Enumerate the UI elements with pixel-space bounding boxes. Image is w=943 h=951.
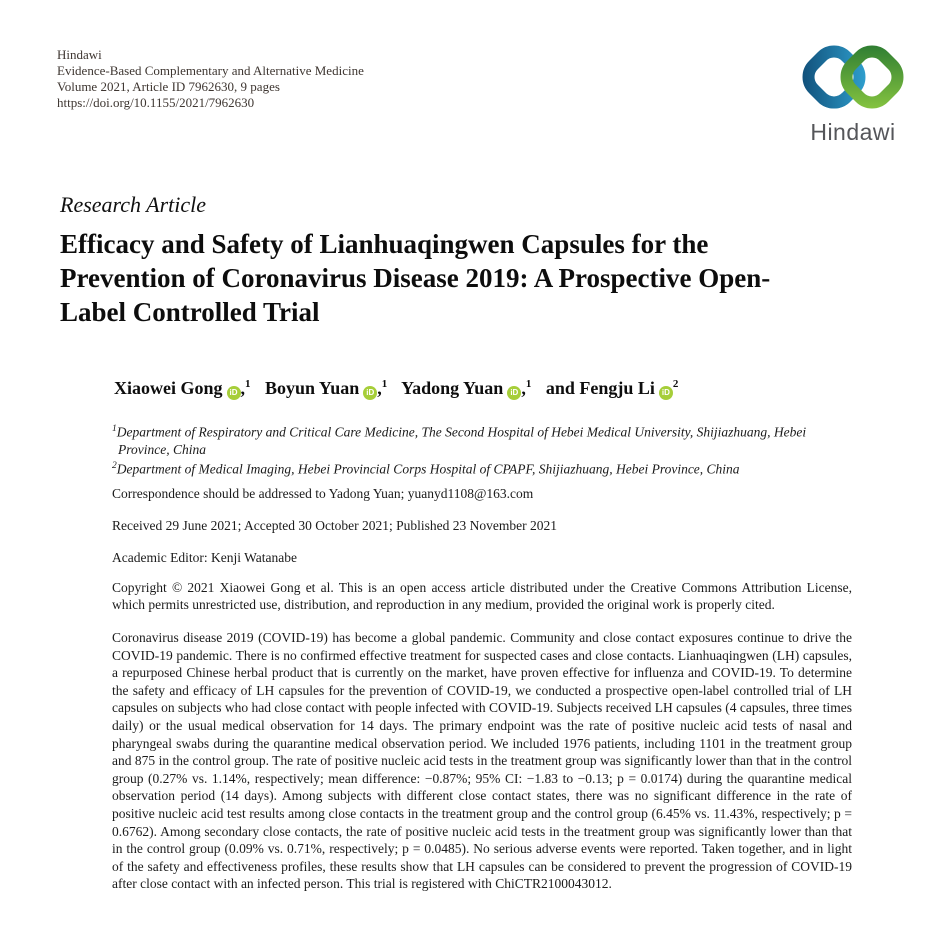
- orcid-icon-label: iD: [366, 388, 375, 397]
- author-superscript: 2: [672, 378, 679, 390]
- abstract-text: Coronavirus disease 2019 (COVID-19) has become a global pandemic. Community and close contact exposures continue to drive the COVID-19 pandemic. There is no confirmed effective treatment for suspected cases and close contacts. Lianhuaqingwen (LH) capsules, a repurposed Chinese herbal product that is currently on the market, have proven effective for influenza and COVID-19. To determine the safety and efficacy of LH capsules for the prevention of COVID-19, we conducted a prospective open-label controlled trial of LH capsules on subjects who had close contact with people infected with COVID-19. Subjects received LH capsules (4 capsules, three times daily) or the usual medical observation for 14 days. The primary endpoint was the rate of positive nucleic acid tests of nasal and pharyngeal swabs during the quarantine medical observation period. We included 1976 patients, including 1101 in the treatment group and 875 in the control group. The rate of positive nucleic acid tests in the treatment group was significantly lower than that in the control group (0.27% vs. 1.14%, respectively; mean difference: −0.87%; 95% CI: −1.83 to −0.13; p = 0.0174) during the quarantine medical observation period (14 days). Among subjects with different close contact states, there was no significant difference in the rate of positive nucleic acid test results among close contacts in the treatment group and the control group (6.45% vs. 11.43%, respectively; p = 0.6762). Among secondary close contacts, the rate of positive nucleic acid tests in the treatment group was significantly lower than that in the control group (0.09% vs. 0.71%, respectively; p = 0.0485). No serious adverse events were reported. Taken together, and in light of the safety and effectiveness profiles, these results show that LH capsules can be considered to prevent the progression of COVID-19 after close contact with an infected person. This trial is registered with ChiCTR2100043012.: [112, 630, 852, 892]
- hindawi-logo: [795, 42, 911, 146]
- affiliation-text: Department of Medical Imaging, Hebei Provincial Corps Hospital of CPAPF, Shijiazhuang, Hebei Province, China: [116, 461, 740, 476]
- article-title: Efficacy and Safety of Lianhuaqingwen Capsules for the Prevention of Coronavirus Disease 2019: A Prospective Open-Label Controlled Trial: [60, 229, 771, 327]
- hindawi-logo-wordmark: Hindawi: [810, 119, 896, 145]
- publisher-name: Hindawi: [57, 47, 102, 62]
- author-separator: ,: [521, 378, 526, 398]
- orcid-icon-label: iD: [661, 388, 670, 397]
- author-name: Yadong Yuan: [401, 378, 504, 398]
- affiliation-item: [112, 421, 854, 458]
- author-superscript: 1: [525, 378, 532, 390]
- copyright-text: Copyright © 2021 Xiaowei Gong et al. This is an open access article distributed under the Creative Commons Attribution License, which permits unrestricted use, distribution, and reproduction in any medium, provided the original work is properly cited.: [112, 580, 852, 613]
- article-type-label: Research Article: [60, 192, 207, 217]
- header-meta: [57, 47, 364, 111]
- author: [546, 378, 679, 398]
- author-name: and Fengju Li: [545, 378, 655, 398]
- author: [265, 378, 387, 398]
- doi-link[interactable]: https://doi.org/10.1155/2021/7962630: [57, 95, 255, 110]
- author-name: Boyun Yuan: [265, 378, 360, 398]
- orcid-icon[interactable]: [659, 386, 673, 400]
- authors-line: [114, 378, 688, 399]
- orcid-icon-label: iD: [229, 388, 238, 397]
- orcid-icon-label: iD: [510, 388, 519, 397]
- orcid-icon[interactable]: [227, 386, 241, 400]
- journal-name: Evidence-Based Complementary and Alternative Medicine: [57, 63, 364, 78]
- author-separator: ,: [377, 378, 382, 398]
- author: [401, 378, 531, 398]
- author-name: Xiaowei Gong: [114, 378, 223, 398]
- affiliations-list: [112, 421, 854, 477]
- author-superscript: 1: [381, 378, 388, 390]
- volume-article-id: Volume 2021, Article ID 7962630, 9 pages: [57, 79, 280, 94]
- history-line: Received 29 June 2021; Accepted 30 October 2021; Published 23 November 2021: [112, 518, 558, 533]
- orcid-icon[interactable]: [363, 386, 377, 400]
- correspondence-line: Correspondence should be addressed to Yadong Yuan; yuanyd1108@163.com: [112, 486, 534, 501]
- affiliation-marker: 2: [112, 460, 117, 471]
- author-superscript: 1: [245, 378, 251, 390]
- author: [114, 378, 251, 398]
- academic-editor-line: Academic Editor: Kenji Watanabe: [112, 550, 297, 565]
- affiliation-text: Department of Respiratory and Critical Care Medicine, The Second Hospital of Hebei Medical University, Shijiazhuang, Hebei Province, China: [116, 424, 807, 457]
- hindawi-logo-icon: [798, 42, 908, 113]
- affiliation-marker: 1: [112, 424, 117, 434]
- affiliation-item: [112, 458, 854, 478]
- author-separator: ,: [240, 378, 246, 398]
- orcid-icon[interactable]: [507, 386, 521, 400]
